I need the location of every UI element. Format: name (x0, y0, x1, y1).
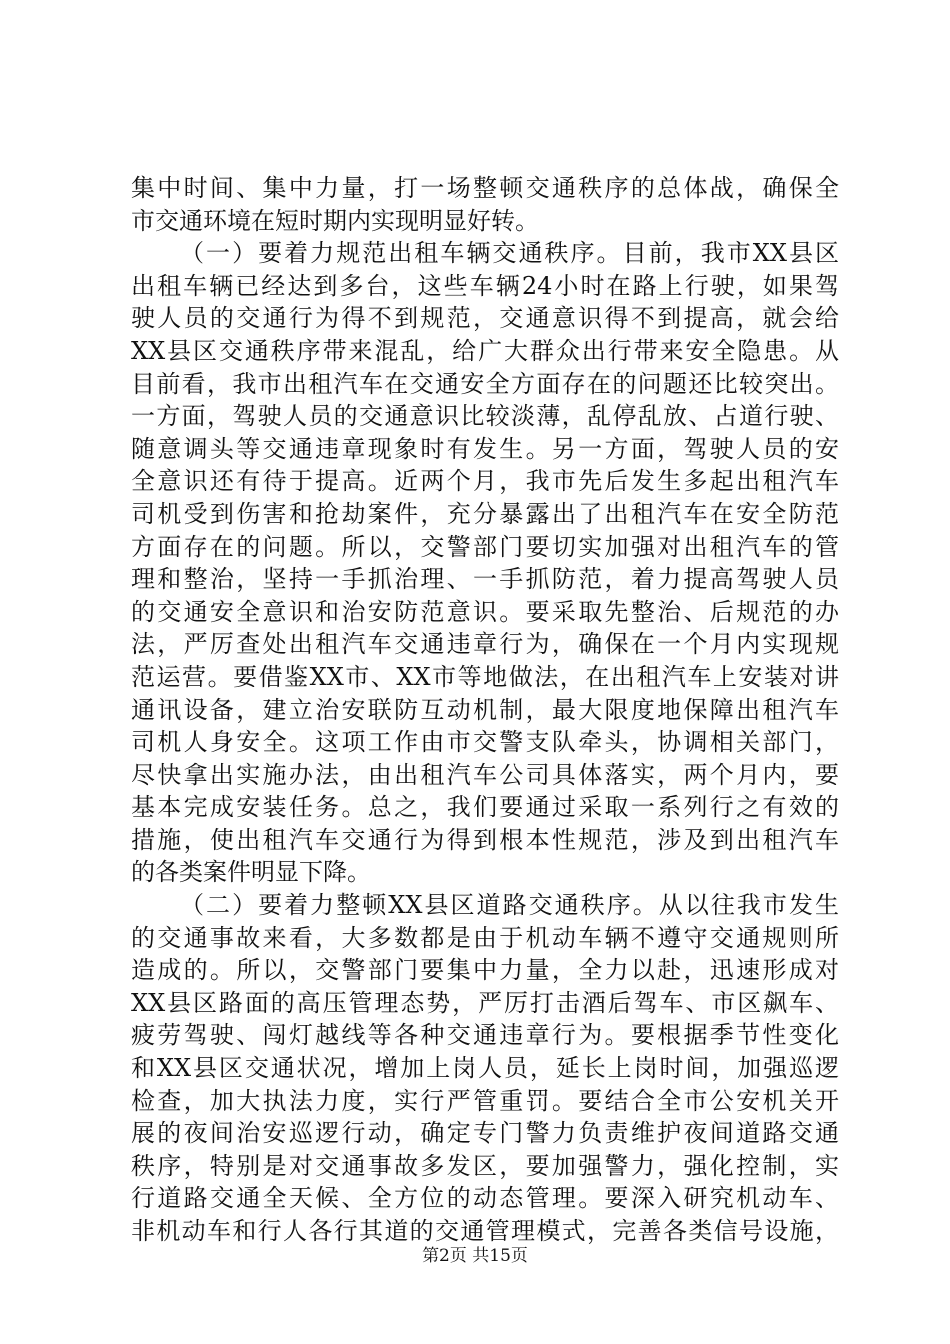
page-footer (0, 1244, 950, 1268)
text-line: 行道路交通全天候、全方位的动态管理。要深入研究机动车、 (131, 1184, 839, 1213)
text-line: 目前看，我市出租汽车在交通安全方面存在的问题还比较突出。 (131, 369, 839, 398)
text-line: 和XX县区交通状况，增加上岗人员，延长上岗时间，加强巡逻 (131, 1054, 839, 1083)
text-line: 集中时间、集中力量，打一场整顿交通秩序的总体战，确保全 (131, 174, 839, 202)
text-line: XX县区路面的高压管理态势，严厉打击酒后驾车、市区飙车、 (131, 988, 839, 1017)
text-line: 范运营。要借鉴XX市、XX市等地做法，在出租汽车上安装对讲 (131, 662, 839, 691)
text-line: 的交通安全意识和治安防范意识。要采取先整治、后规范的办 (131, 597, 839, 626)
text-line: 造成的。所以，交警部门要集中力量，全力以赴，迅速形成对 (131, 956, 839, 985)
text-line: 驶人员的交通行为得不到规范，交通意识得不到提高，就会给 (131, 304, 839, 333)
text-line: （二）要着力整顿XX县区道路交通秩序。从以往我市发生 (180, 891, 839, 920)
text-line: 的交通事故来看，大多数都是由于机动车辆不遵守交通规则所 (131, 923, 839, 952)
text-line: 司机受到伤害和抢劫案件，充分暴露出了出租汽车在安全防范 (131, 499, 839, 528)
text-line: 通讯设备，建立治安联防互动机制，最大限度地保障出租汽车 (131, 695, 839, 724)
text-line: 市交通环境在短时期内实现明显好转。 (131, 206, 539, 235)
page-number-label: 第2页 共15页 (422, 1246, 528, 1266)
text-line: 一方面，驾驶人员的交通意识比较淡薄，乱停乱放、占道行驶、 (131, 402, 839, 431)
text-line: XX县区交通秩序带来混乱，给广大群众出行带来安全隐患。从 (131, 336, 839, 365)
text-line: 措施，使出租汽车交通行为得到根本性规范，涉及到出租汽车 (131, 825, 839, 854)
text-line: 出租车辆已经达到多台，这些车辆24小时在路上行驶，如果驾 (131, 271, 839, 300)
text-line: 尽快拿出实施办法，由出租汽车公司具体落实，两个月内，要 (131, 760, 839, 789)
document-body (131, 172, 839, 1248)
text-line: 随意调头等交通违章现象时有发生。另一方面，驾驶人员的安 (131, 434, 839, 463)
text-line: 秩序，特别是对交通事故多发区，要加强警力，强化控制，实 (131, 1151, 839, 1180)
text-line: 方面存在的问题。所以，交警部门要切实加强对出租汽车的管 (131, 532, 839, 561)
text-line: 检查，加大执法力度，实行严管重罚。要结合全市公安机关开 (131, 1086, 839, 1115)
text-line: 非机动车和行人各行其道的交通管理模式，完善各类信号设施， (131, 1217, 839, 1245)
text-line: 司机人身安全。这项工作由市交警支队牵头，协调相关部门， (131, 728, 839, 757)
text-line: 展的夜间治安巡逻行动，确定专门警力负责维护夜间道路交通 (131, 1119, 839, 1148)
text-line: （一）要着力规范出租车辆交通秩序。目前，我市XX县区 (180, 239, 839, 268)
text-line: 理和整治，坚持一手抓治理、一手抓防范，着力提高驾驶人员 (131, 565, 839, 594)
text-line: 基本完成安装任务。总之，我们要通过采取一系列行之有效的 (131, 793, 839, 822)
text-line: 法，严厉查处出租汽车交通违章行为，确保在一个月内实现规 (131, 630, 839, 659)
text-line: 全意识还有待于提高。近两个月，我市先后发生多起出租汽车 (131, 467, 839, 496)
text-line: 的各类案件明显下降。 (131, 858, 371, 887)
text-line: 疲劳驾驶、闯灯越线等各种交通违章行为。要根据季节性变化 (131, 1021, 839, 1050)
